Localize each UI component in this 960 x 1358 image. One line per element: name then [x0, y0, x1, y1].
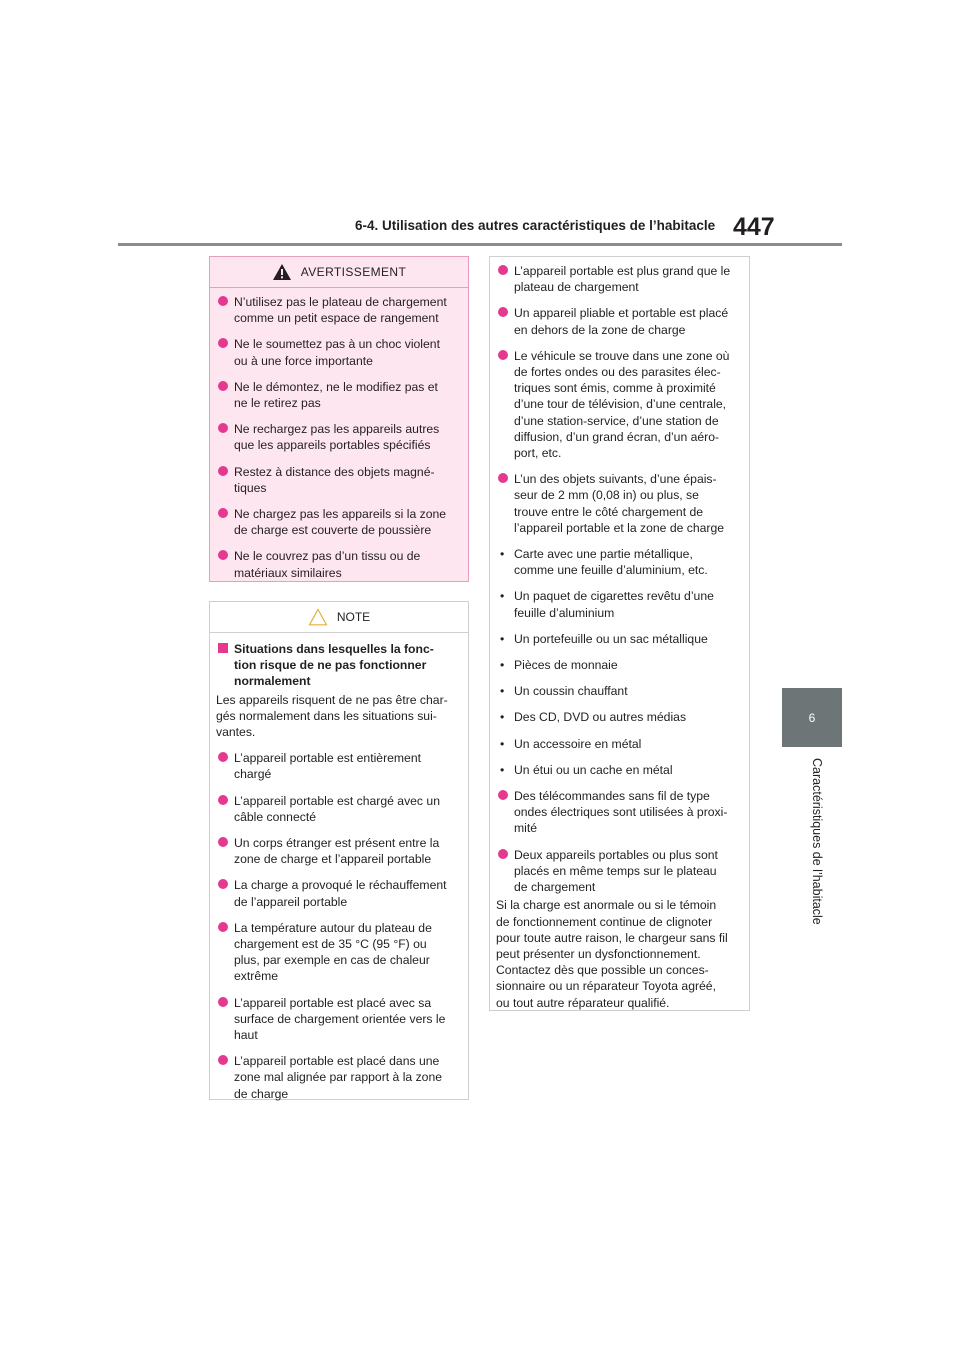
chapter-number: 6	[808, 710, 816, 725]
list-item-line: de chargement	[514, 880, 596, 895]
chapter-title: Caractéristiques de l’habitacle	[810, 758, 824, 925]
header-rule	[118, 243, 842, 246]
note-header	[210, 602, 468, 633]
note-continuation-box	[489, 256, 750, 1011]
note-intro-line-1: Les appareils risquent de ne pas être char-	[216, 692, 448, 707]
note-continuation-body	[490, 257, 749, 1011]
closing-line: pour toute autre raison, le chargeur sans fil	[496, 930, 728, 945]
list-item	[496, 471, 741, 536]
bullet-dot-icon	[498, 265, 508, 275]
closing-line: peut présenter un dysfonctionnement.	[496, 946, 701, 961]
list-item-line: en dehors de la zone de charge	[514, 322, 686, 337]
bullet-dot-icon	[498, 473, 508, 483]
list-item-line: comme une feuille d’aluminium, etc.	[514, 563, 708, 578]
list-item	[216, 995, 460, 1044]
list-item-line: de charge est couverte de poussière	[234, 523, 432, 538]
page-number: 447	[733, 213, 775, 241]
bullet-dot-icon	[218, 752, 228, 762]
list-item	[216, 548, 460, 580]
warning-box	[209, 256, 469, 582]
list-item-line: ou à une force importante	[234, 353, 373, 368]
list-item-line: feuille d’aluminium	[514, 605, 615, 620]
list-item	[216, 464, 460, 496]
warning-list	[210, 288, 468, 581]
list-item-line: L’appareil portable est chargé avec un	[234, 793, 440, 808]
bullet-dot-icon	[218, 997, 228, 1007]
list-item-line: d’une tour de télévision, d’une centrale,	[514, 397, 727, 412]
bullet-mark-icon: •	[500, 547, 505, 562]
list-item-line: seur de 2 mm (0,08 in) ou plus, se	[514, 488, 699, 503]
list-item-line: de l’appareil portable	[234, 894, 348, 909]
section-header-title: 6-4. Utilisation des autres caractéristiques de l’habitacle	[355, 218, 716, 233]
list-item-line: placés en même temps sur le plateau	[514, 863, 717, 878]
closing-line: de fonctionnement continue de clignoter	[496, 914, 713, 929]
list-item-line: Ne le soumettez pas à un choc violent	[234, 337, 440, 352]
bullet-dot-icon	[218, 508, 228, 518]
list-item	[496, 588, 741, 620]
note-heading	[216, 641, 460, 690]
bullet-dot-icon	[218, 1055, 228, 1065]
list-item-line: Ne rechargez pas les appareils autres	[234, 422, 440, 437]
list-item-line: zone de charge et l’appareil portable	[234, 852, 432, 867]
note-heading-line-3: normalement	[234, 674, 311, 689]
list-item-line: ne le retirez pas	[234, 396, 321, 411]
closing-line: Contactez dès que possible un conces-	[496, 963, 709, 978]
list-item-line: Le véhicule se trouve dans une zone où	[514, 348, 730, 363]
list-item	[496, 631, 741, 647]
bullet-dot-icon	[498, 790, 508, 800]
list-item	[496, 683, 741, 699]
list-item-line: mité	[514, 821, 538, 836]
bullet-mark-icon: •	[500, 658, 505, 673]
list-item	[216, 793, 460, 825]
list-item	[216, 294, 460, 326]
chapter-tab	[782, 688, 842, 747]
list-item	[216, 1053, 460, 1102]
closing-paragraph	[496, 897, 741, 1010]
bullet-mark-icon: •	[500, 631, 505, 646]
bullet-dot-icon	[218, 550, 228, 560]
bullet-mark-icon: •	[500, 684, 505, 699]
list-item-line: Pièces de monnaie	[514, 658, 618, 673]
list-item-line: L’appareil portable est placé avec sa	[234, 995, 432, 1010]
warning-header	[210, 257, 468, 288]
list-item-line: d’une station-service, d’une station de	[514, 413, 719, 428]
list-item	[496, 736, 741, 752]
note-body	[210, 633, 468, 1102]
list-item-line: diffusion, d’un grand écran, d’un aéro-	[514, 429, 720, 444]
list-item-line: de fortes ondes ou des parasites élec-	[514, 365, 721, 380]
bullet-mark-icon: •	[500, 762, 505, 777]
list-item-line: La charge a provoqué le réchauffement	[234, 878, 447, 893]
list-item-line: ondes électriques sont utilisées à proxi-	[514, 805, 728, 820]
list-item-line: Un corps étranger est présent entre la	[234, 836, 440, 851]
warning-triangle-icon	[272, 263, 292, 281]
list-item-line: surface de chargement orientée vers le	[234, 1011, 446, 1026]
bullet-dot-icon	[218, 466, 228, 476]
bullet-dot-icon	[218, 795, 228, 805]
list-item-line: Un coussin chauffant	[514, 684, 628, 699]
list-item-line: Un paquet de cigarettes revêtu d’une	[514, 589, 714, 604]
list-item-line: Ne le démontez, ne le modifiez pas et	[234, 379, 438, 394]
list-item	[216, 877, 460, 909]
list-item-line: zone mal alignée par rapport à la zone	[234, 1070, 442, 1085]
note-heading-line-1: Situations dans lesquelles la fonc-	[234, 642, 434, 656]
list-item-line: L’appareil portable est entièrement	[234, 751, 421, 766]
list-item-line: Ne le couvrez pas d’un tissu ou de	[234, 549, 421, 564]
note-intro	[216, 692, 460, 741]
note-triangle-icon	[308, 608, 328, 626]
list-item-line: que les appareils portables spécifiés	[234, 438, 431, 453]
list-item	[216, 421, 460, 453]
list-item-line: plus, par exemple en cas de chaleur	[234, 953, 430, 968]
warning-title: AVERTISSEMENT	[300, 264, 407, 279]
list-item-line: Deux appareils portables ou plus sont	[514, 847, 718, 862]
bullet-dot-icon	[218, 338, 228, 348]
continuation-list-a	[496, 263, 741, 536]
list-item-line: câble connecté	[234, 809, 316, 824]
list-item-line: N’utilisez pas le plateau de chargement	[234, 295, 447, 309]
list-item	[496, 657, 741, 673]
note-heading-line-2: tion risque de ne pas fonctionner	[234, 658, 427, 673]
bullet-mark-icon: •	[500, 589, 505, 604]
list-item-line: Un étui ou un cache en métal	[514, 762, 673, 777]
list-item-line: L’un des objets suivants, d’une épais-	[514, 472, 717, 487]
list-item-line: extrême	[234, 969, 279, 984]
note-box	[209, 601, 469, 1100]
list-item-line: chargement est de 35 °C (95 °F) ou	[234, 937, 427, 952]
note-intro-line-2: gés normalement dans les situations sui-	[216, 708, 437, 723]
list-item-line: Un portefeuille ou un sac métallique	[514, 631, 708, 646]
note-title: NOTE	[336, 609, 371, 624]
list-item-line: matériaux similaires	[234, 565, 342, 580]
list-item	[216, 336, 460, 368]
list-item-line: Des télécommandes sans fil de type	[514, 789, 710, 804]
list-item	[216, 835, 460, 867]
bullet-dot-icon	[218, 879, 228, 889]
bullet-mark-icon: •	[500, 736, 505, 751]
list-item	[496, 788, 741, 837]
list-item	[216, 506, 460, 538]
list-item-line: triques sont émis, comme à proximité	[514, 381, 716, 396]
note-heading-marker	[218, 643, 228, 653]
bullet-dot-icon	[218, 423, 228, 433]
continuation-list-b	[496, 788, 741, 895]
list-item-line: port, etc.	[514, 446, 562, 461]
list-item	[496, 546, 741, 578]
list-item-line: L’appareil portable est plus grand que le	[514, 264, 731, 278]
note-intro-line-3: vantes.	[216, 725, 256, 740]
list-item-line: Ne chargez pas les appareils si la zone	[234, 507, 447, 522]
list-item-line: La température autour du plateau de	[234, 920, 432, 935]
bullet-dot-icon	[218, 296, 228, 306]
list-item	[216, 920, 460, 985]
bullet-dot-icon	[498, 307, 508, 317]
list-item-line: plateau de chargement	[514, 280, 639, 295]
bullet-dot-icon	[218, 922, 228, 932]
list-item	[496, 762, 741, 778]
bullet-dot-icon	[498, 350, 508, 360]
list-item-line: L’appareil portable est placé dans une	[234, 1054, 440, 1069]
list-item	[496, 305, 741, 337]
list-item	[216, 379, 460, 411]
list-item-line: tiques	[234, 480, 267, 495]
list-item	[216, 750, 460, 782]
list-item-line: Un accessoire en métal	[514, 736, 642, 751]
list-item	[496, 847, 741, 896]
list-item-line: Restez à distance des objets magné-	[234, 464, 435, 479]
list-item-line: l’appareil portable et la zone de charge	[514, 520, 725, 535]
list-item-line: Un appareil pliable et portable est placé	[514, 306, 729, 321]
list-item	[496, 348, 741, 461]
list-item-line: comme un petit espace de rangement	[234, 311, 439, 326]
bullet-mark-icon: •	[500, 710, 505, 725]
continuation-sublist	[496, 546, 741, 778]
list-item-line: de charge	[234, 1086, 289, 1101]
closing-line: Si la charge est anormale ou si le témoin	[496, 898, 717, 913]
bullet-dot-icon	[498, 849, 508, 859]
bullet-dot-icon	[218, 837, 228, 847]
list-item-line: trouve entre le côté chargement de	[514, 504, 704, 519]
note-list	[216, 750, 460, 1102]
closing-line: sionnaire ou un réparateur Toyota agréé,	[496, 979, 716, 994]
list-item	[496, 709, 741, 725]
closing-line: ou tout autre réparateur qualifié.	[496, 995, 670, 1010]
list-item	[496, 263, 741, 295]
list-item-line: Carte avec une partie métallique,	[514, 547, 693, 562]
list-item-line: chargé	[234, 767, 272, 782]
bullet-dot-icon	[218, 381, 228, 391]
list-item-line: haut	[234, 1028, 258, 1043]
list-item-line: Des CD, DVD ou autres médias	[514, 710, 687, 725]
